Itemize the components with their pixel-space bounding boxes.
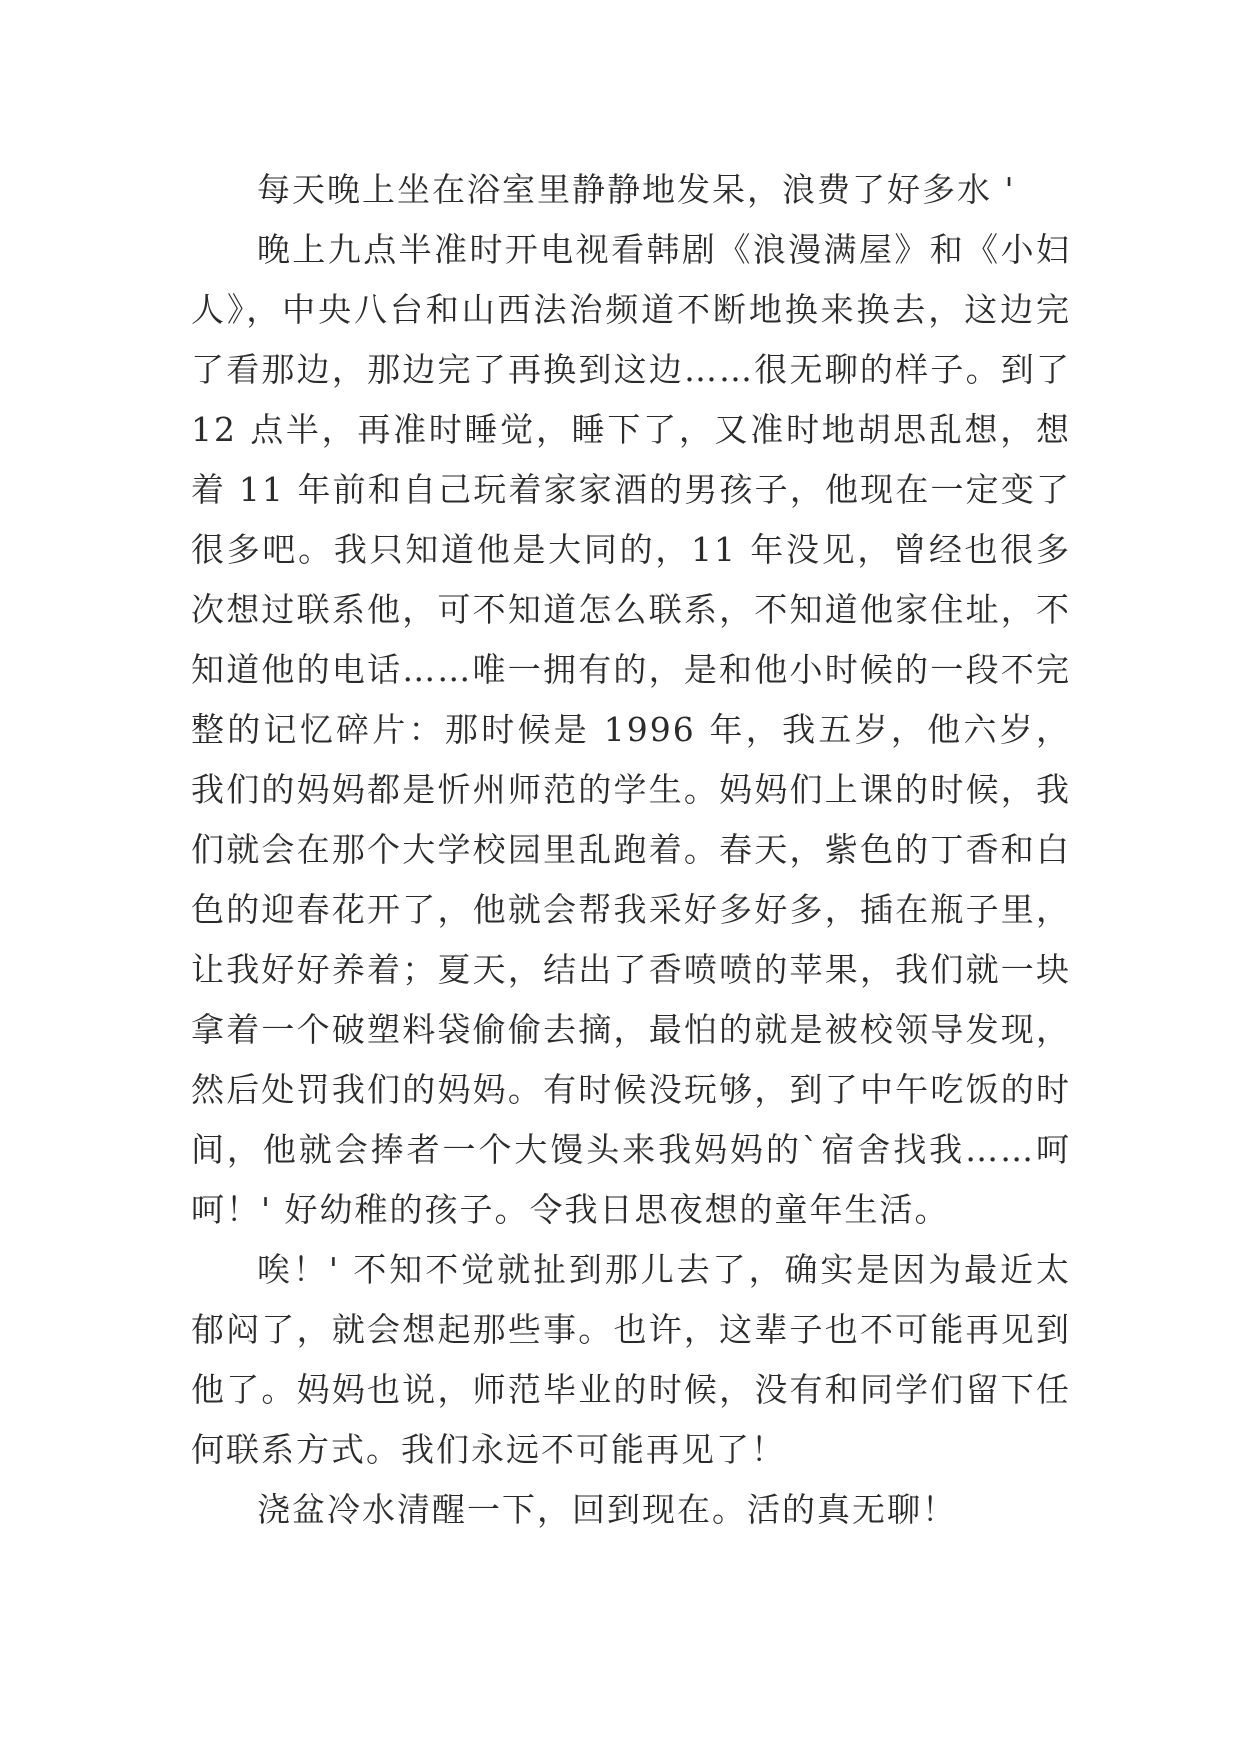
paragraph-2: 晚上九点半准时开电视看韩剧《浪漫满屋》和《小妇人》，中央八台和山西法治频道不断地换来换去，这边完了看那边，那边完了再换到这边……很无聊的样子。到了 12 点半，再准时睡觉，睡下了，又准时地胡思乱想，想着 11 年前和自己玩着家家酒的男孩子，他现在一定变了很多吧。我只知道他是大同的，11 年没见，曾经也很多次想过联系他，可不知道怎么联系，不知道他家住址，不知道他的电话……唯一拥有的，是和他小时候的一段不完整的记忆碎片：那时候是 1996 年，我五岁，他六岁，我们的妈妈都是忻州师范的学生。妈妈们上课的时候，我们就会在那个大学校园里乱跑着。春天，紫色的丁香和白色的迎春花开了，他就会帮我采好多好多，插在瓶子里，让我好好养着；夏天，结出了香喷喷的苹果，我们就一块拿着一个破塑料袋偷偷去摘，最怕的就是被校领导发现，然后处罚我们的妈妈。有时候没玩够，到了中午吃饭的时间，他就会捧者一个大馒头来我妈妈的`宿舍找我……呵呵！' 好幼稚的孩子。令我日思夜想的童年生活。 <box>191 230 1071 1229</box>
paragraph-3: 唉！' 不知不觉就扯到那儿去了，确实是因为最近太郁闷了，就会想起那些事。也许，这辈子也不可能再见到他了。妈妈也说，师范毕业的时候，没有和同学们留下任何联系方式。我们永远不可能再见了！ <box>191 1250 1071 1469</box>
paragraph-4: 浇盆冷水清醒一下，回到现在。活的真无聊！ <box>257 1490 957 1529</box>
paragraph-1: 每天晚上坐在浴室里静静地发呆，浪费了好多水 ' <box>257 170 1016 209</box>
article-body <box>191 160 1071 1540</box>
